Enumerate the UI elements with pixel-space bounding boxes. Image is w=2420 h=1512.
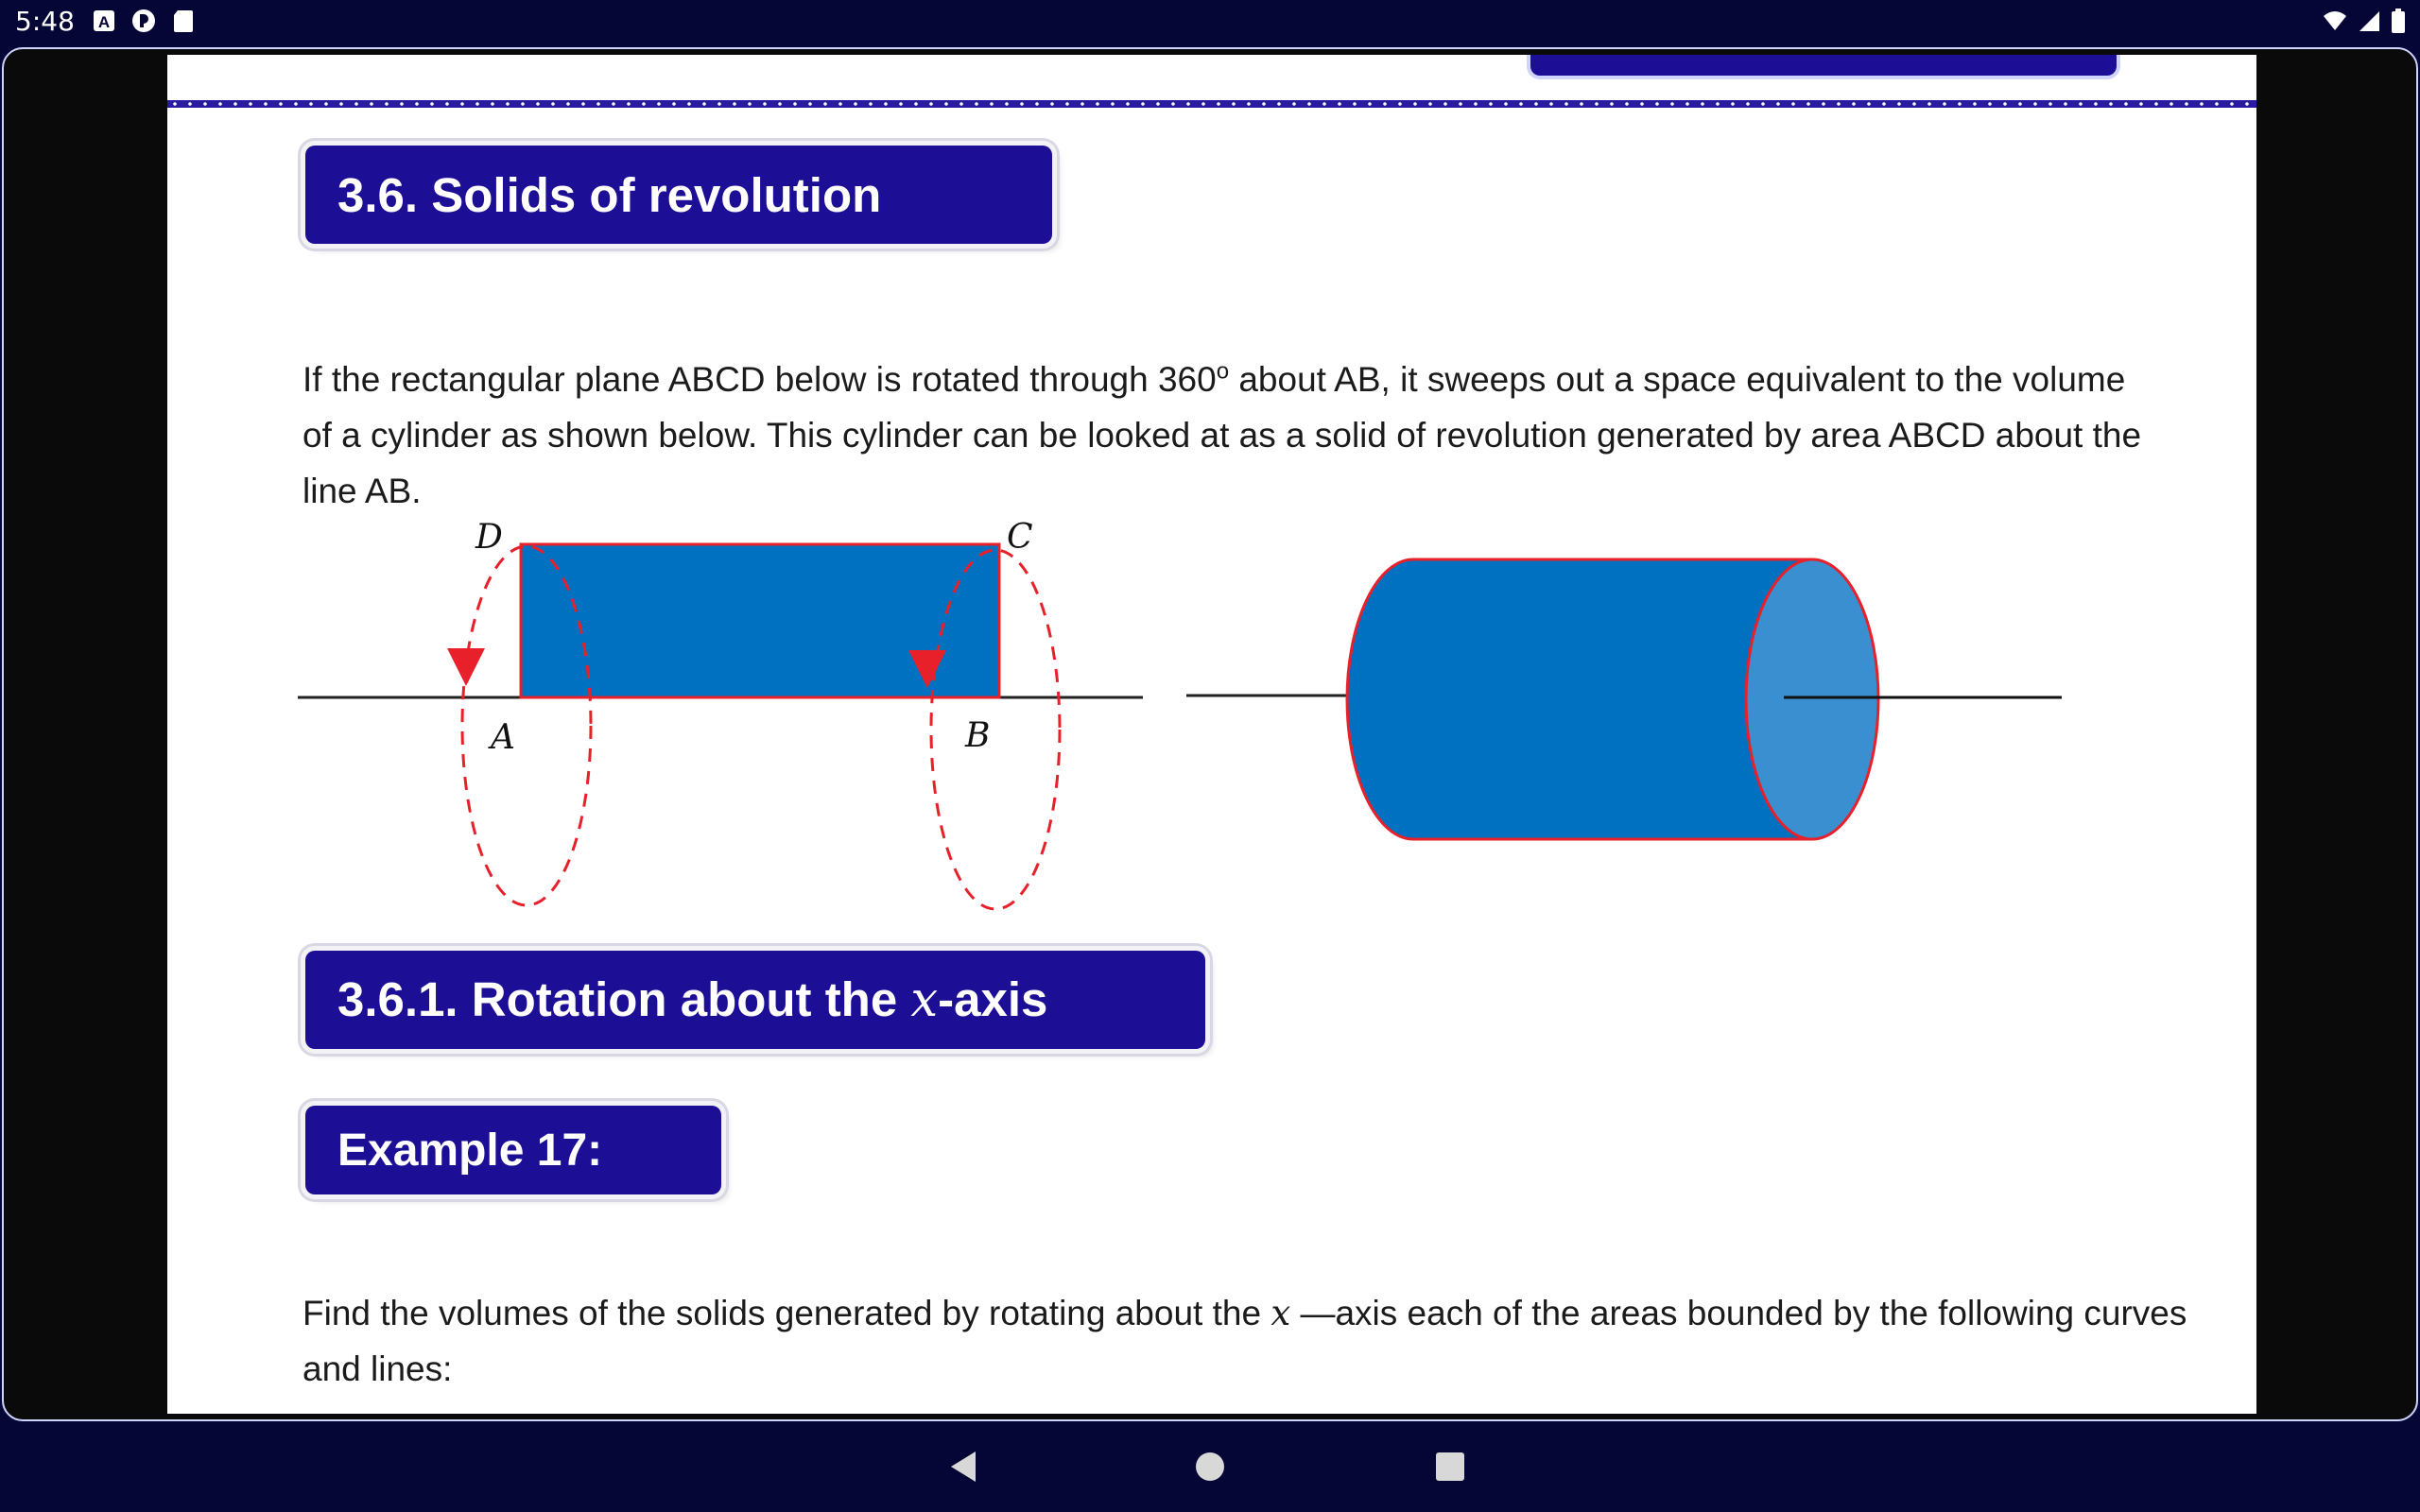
subsection-heading-part1: 3.6.1. Rotation about the [337,972,911,1026]
document-page[interactable] [167,55,2256,1414]
cylinder-end-face [1746,559,1878,839]
label-b: B [965,716,991,755]
example-paragraph [302,1285,2231,1397]
battery-icon [2390,8,2407,34]
rotation-arrow-left [447,648,485,686]
signal-icon [2356,8,2382,34]
section-heading-text: 3.6. Solids of revolution [337,167,882,222]
intro-text-part1: If the rectangular plane ABCD below is rotated through 360 [302,360,1217,399]
wifi-icon [2322,8,2348,34]
p-circle-icon [130,8,157,34]
app-window [2,47,2418,1421]
example-text-part2: —axis each of the areas bounded by the following curves and lines: [302,1294,2187,1388]
navigation-bar [0,1421,2420,1512]
status-bar [0,0,2420,45]
degree-symbol: o [1216,358,1230,385]
status-time: 5:48 [15,6,75,37]
revolution-diagram [167,55,2256,1414]
subsection-heading-text [337,971,1047,1028]
example-text-variable: x [1270,1293,1291,1333]
cylinder-body [1347,559,1812,839]
system-icons [2322,8,2407,34]
notification-icons [91,8,197,34]
a-box-icon [91,8,117,34]
intro-text-part2: about AB, it sweeps out a space equivalent to the volume of a cylinder as shown below. This cylinder can be looked at as a solid of revolution generated by area ABCD about the line AB. [302,360,2142,510]
sd-card-icon [170,8,197,34]
label-d: D [475,518,503,557]
subsection-heading-variable: x [910,972,939,1028]
example-text-part1: Find the volumes of the solids generated by rotating about the [302,1294,1271,1332]
home-icon[interactable] [1187,1444,1233,1489]
label-a: A [491,718,515,757]
example-heading-text: Example 17: [337,1125,603,1176]
back-icon[interactable] [943,1444,989,1489]
subsection-heading-part2: -axis [938,972,1048,1026]
label-c: C [1007,518,1033,557]
svg-text:A: A [97,13,111,31]
subsection-heading [305,951,1205,1049]
recents-icon[interactable] [1427,1444,1473,1489]
example-heading [305,1106,721,1194]
